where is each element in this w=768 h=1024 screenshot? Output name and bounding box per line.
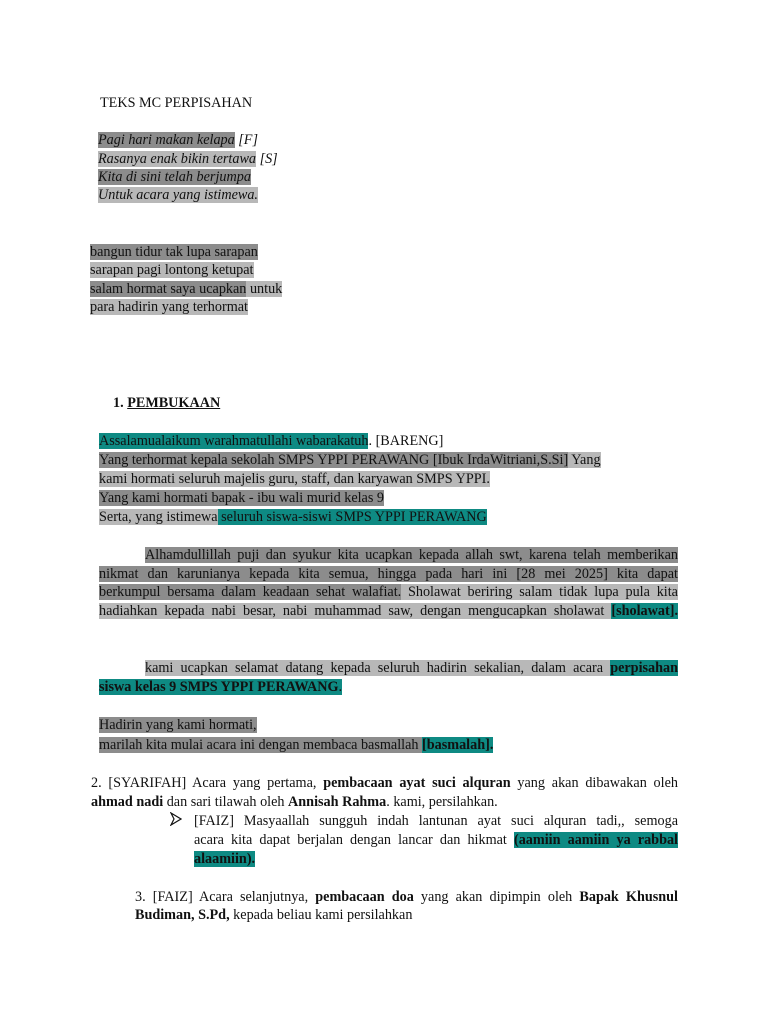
opening-line-5: Serta, yang istimewa seluruh siswa-siswi SMPS YPPI PERAWANG <box>99 509 487 525</box>
bullet-line-1: [FAIZ] Masyaallah sungguh indah lantunan ayat suci alquran tadi,, semoga <box>194 813 678 829</box>
opening-line-2: Yang terhormat kepala sekolah SMPS YPPI PERAWANG [Ibuk IrdaWitriani,S.Si] Yang <box>99 452 601 468</box>
pantun2-line-2: sarapan pagi lontong ketupat <box>90 262 254 278</box>
para2-line-1: kami ucapkan selamat datang kepada seluruh hadirin sekalian, dalam acara perpisahan <box>145 660 678 676</box>
para3-line-2: marilah kita mulai acara ini dengan membaca basmallah [basmalah]. <box>99 737 494 753</box>
section-heading-pembukaan: 1. PEMBUKAAN <box>113 395 221 411</box>
para3-line-1: Hadirin yang kami hormati, <box>99 717 257 733</box>
pantun1-line-4: Untuk acara yang istimewa. <box>98 187 258 203</box>
item2-line-2: ahmad nadi dan sari tilawah oleh Annisah Rahma. kami, persilahkan. <box>91 794 498 810</box>
pantun2-line-1: bangun tidur tak lupa sarapan <box>90 244 258 260</box>
item3-line-1: 3. [FAIZ] Acara selanjutnya, pembacaan doa yang akan dipimpin oleh Bapak Khusnul <box>135 889 678 905</box>
para2-line-2: siswa kelas 9 SMPS YPPI PERAWANG. <box>99 679 343 695</box>
bullet-line-2: acara kita dapat berjalan dengan lancar dan hikmat (aamiin aamiin ya rabbal <box>194 832 678 848</box>
opening-salam: Assalamualaikum warahmatullahi wabarakatuh. [BARENG] <box>99 433 444 449</box>
pantun1-line-2: Rasanya enak bikin tertawa [S] <box>98 151 278 167</box>
bullet-line-3: alaamiin). <box>194 851 256 867</box>
opening-line-3: kami hormati seluruh majelis guru, staff, dan karyawan SMPS YPPI. <box>99 471 490 487</box>
para1-line-3: berkumpul bersama dalam keadaan sehat walafiat. Sholawat beriring salam tidak lupa pula kita <box>99 584 678 600</box>
arrowhead-bullet-icon <box>170 812 182 831</box>
pantun1-line-3: Kita di sini telah berjumpa <box>98 169 251 185</box>
para1-line-1: Alhamdullillah puji dan syukur kita ucapkan kepada allah swt, karena telah memberikan <box>145 547 678 563</box>
pantun1-line-1: Pagi hari makan kelapa [F] <box>98 132 258 148</box>
item2-line-1: 2. [SYARIFAH] Acara yang pertama, pembacaan ayat suci alquran yang akan dibawakan oleh <box>91 775 678 791</box>
pantun2-line-3: salam hormat saya ucapkan untuk <box>90 281 283 297</box>
document-title: TEKS MC PERPISAHAN <box>100 95 253 111</box>
opening-line-4: Yang kami hormati bapak - ibu wali murid kelas 9 <box>99 490 385 506</box>
pantun2-line-4: para hadirin yang terhormat <box>90 299 248 315</box>
item3-line-2: Budiman, S.Pd, kepada beliau kami persilahkan <box>135 907 413 923</box>
arrowhead-bullet-icon-svg <box>170 812 182 826</box>
para1-line-4: hadiahkan kepada nabi besar, nabi muhammad saw, dengan mengucapkan sholawat [sholawat]. <box>99 603 678 619</box>
para1-line-2: nikmat dan karunianya kepada kita semua, hingga pada hari ini [28 mei 2025] kita dapat <box>99 566 678 582</box>
